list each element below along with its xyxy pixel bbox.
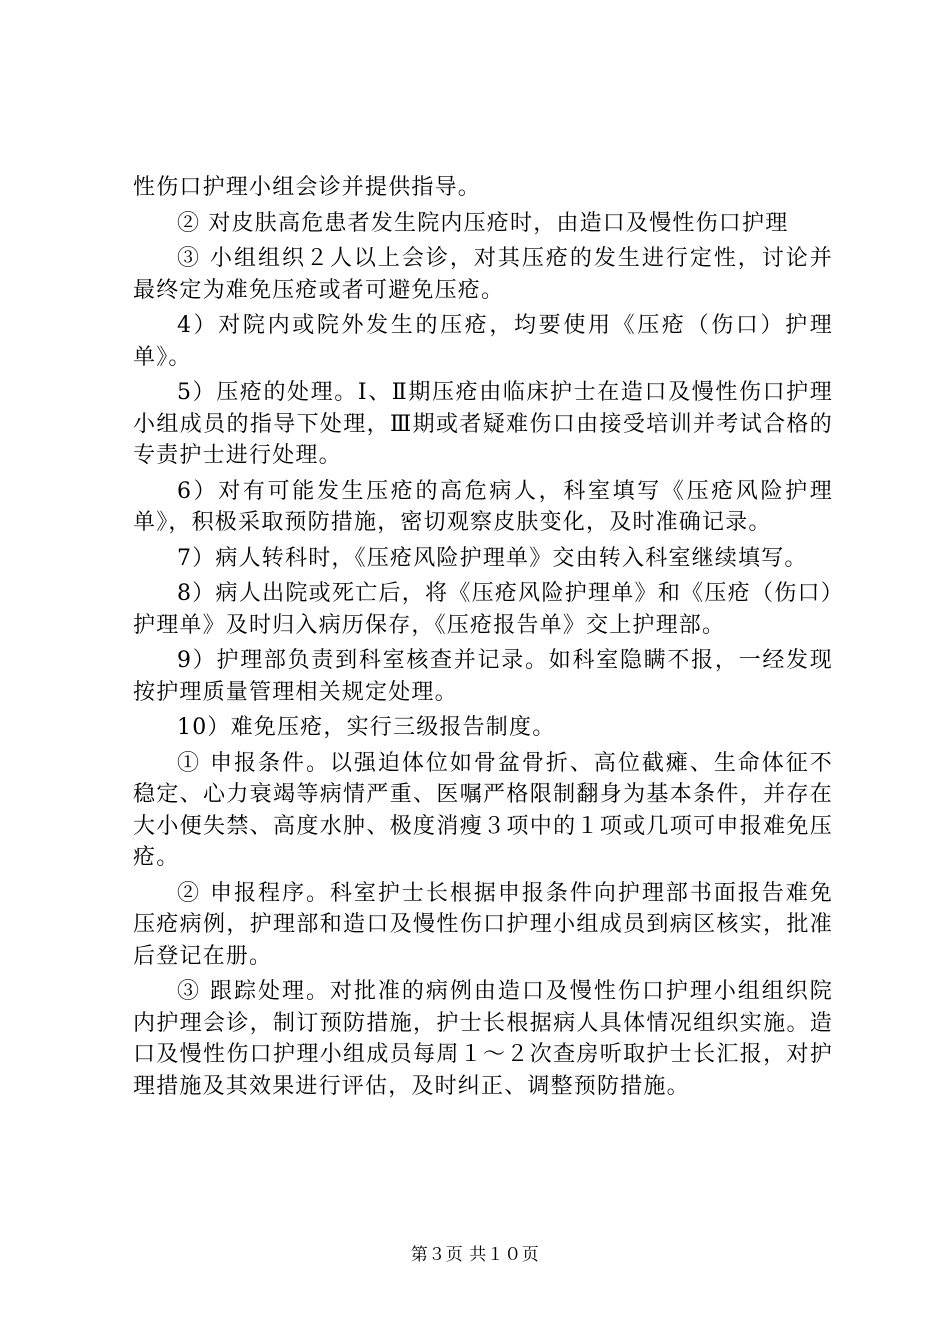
paragraph-8: 8）病人出院或死亡后，将《压疮风险护理单》和《压疮（伤口）护理单》及时归入病历保存，《压疮报告单》交上护理部。 <box>133 581 833 638</box>
paragraph-9: 9）护理部负责到科室核查并记录。如科室隐瞒不报，一经发现按护理质量管理相关规定处理。 <box>133 648 833 705</box>
page-footer <box>0 1240 950 1265</box>
paragraph-10: 10）难免压疮，实行三级报告制度。 <box>177 715 556 740</box>
paragraph-2: ② 对皮肤高危患者发生院内压疮时，由造口及慢性伤口护理 <box>177 210 789 236</box>
paragraph-11: ① 申报条件。以强迫体位如骨盆骨折、高位截瘫、生命体征不稳定、心力衰竭等病情严重、医嘱严格限制翻身为基本条件，并存在大小便失禁、高度水肿、极度消瘦３项中的１项或几项可申报难免压疮。 <box>133 750 833 870</box>
paragraph-12: ② 申报程序。科室护士长根据申报条件向护理部书面报告难免压疮病例，护理部和造口及慢性伤口护理小组成员到病区核实，批准后登记在册。 <box>133 880 833 969</box>
paragraph-13: ③ 跟踪处理。对批准的病例由造口及慢性伤口护理小组组织院内护理会诊，制订预防措施，护士长根据病人具体情况组织实施。造口及慢性伤口护理小组成员每周１～２次查房听取护士长汇报，对护理措施及其效果进行评估，及时纠正、调整预防措施。 <box>133 979 833 1099</box>
paragraph-6: 6）对有可能发生压疮的高危病人，科室填写《压疮风险护理单》，积极采取预防措施，密切观察皮肤变化，及时准确记录。 <box>133 478 833 535</box>
paragraph-1: 性伤口护理小组会诊并提供指导。 <box>133 175 482 200</box>
page-number-label: 第３页 共１０页 <box>410 1245 540 1265</box>
paragraph-7: 7）病人转科时，《压疮风险护理单》交由转入科室继续填写。 <box>177 545 808 571</box>
paragraph-3: ③ 小组组织２人以上会诊，对其压疮的发生进行定性，讨论并最终定为难免压疮或者可避免压疮。 <box>133 246 833 303</box>
paragraph-5: 5）压疮的处理。Ⅰ、Ⅱ期压疮由临床护士在造口及慢性伤口护理小组成员的指导下处理，Ⅲ期或者疑难伤口由接受培训并考试合格的专责护士进行处理。 <box>133 380 833 468</box>
paragraph-4: 4）对院内或院外发生的压疮，均要使用《压疮（伤口）护理单》。 <box>133 313 833 370</box>
document-body <box>133 172 833 1106</box>
